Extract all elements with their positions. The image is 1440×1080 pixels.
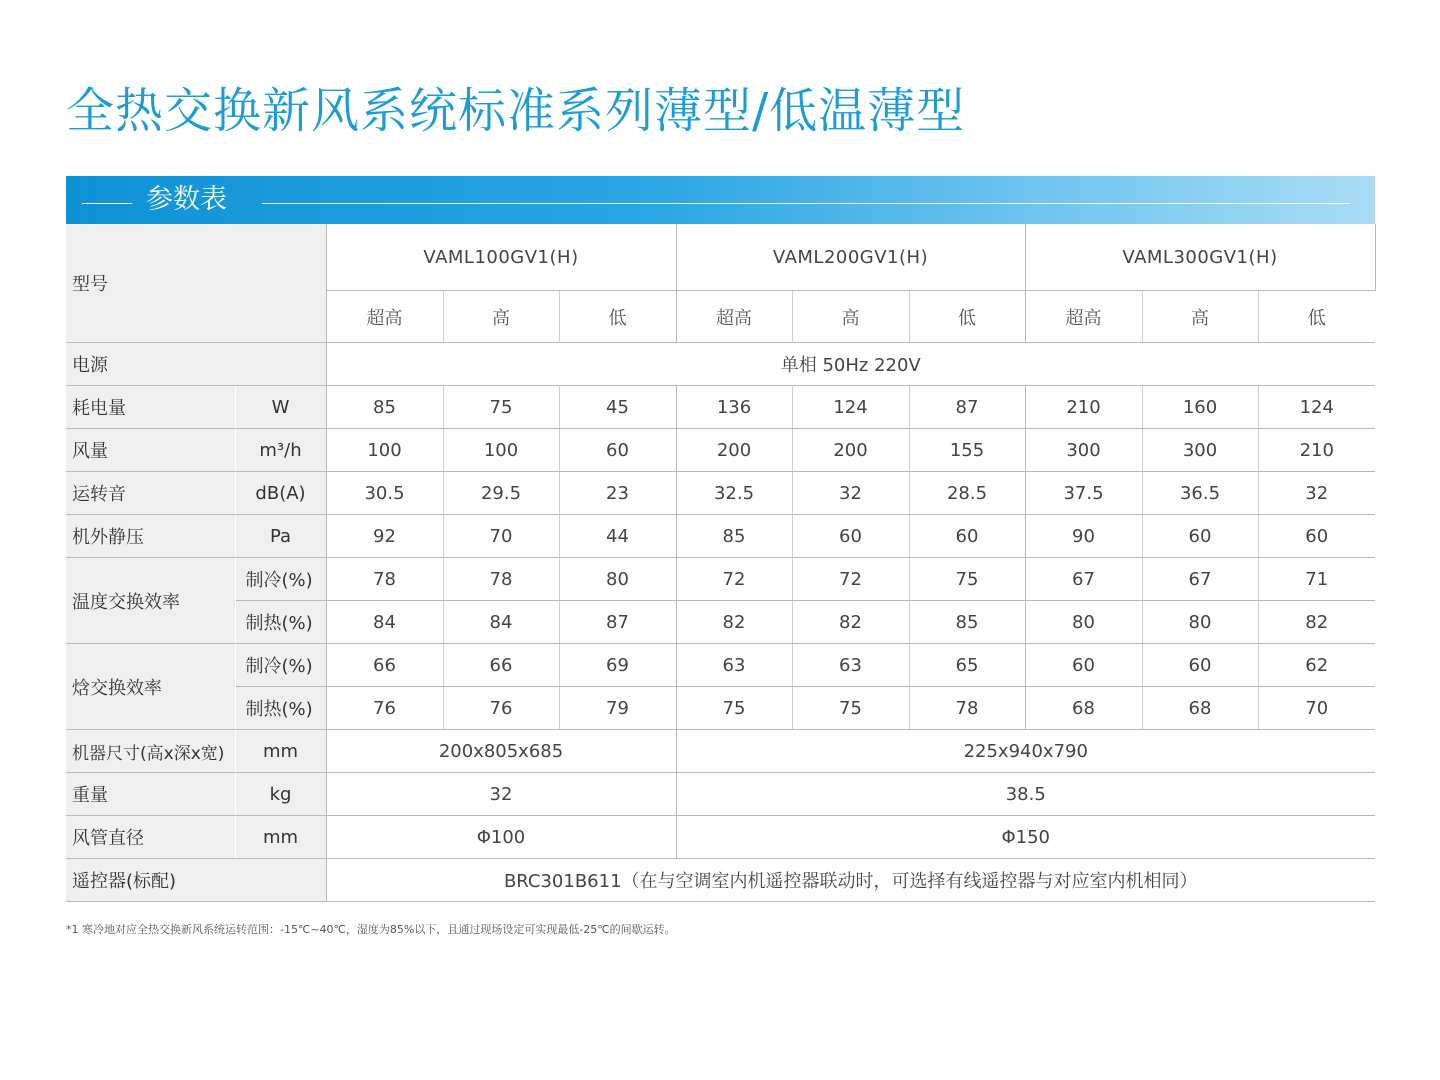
section-banner [66,176,1375,224]
table-cell: Φ150 [676,816,1375,859]
airflow-row [66,429,1375,472]
table-cell: 300 [1025,429,1142,472]
speed-label: 高 [1142,291,1258,343]
model-name: VAML100GV1(H) [326,224,676,291]
section-label: 参数表 [146,184,227,215]
model-name: VAML200GV1(H) [676,224,1025,291]
remote-value: BRC301B611（在与空调室内机遥控器联动时，可选择有线遥控器与对应室内机相同） [326,859,1375,902]
speed-label: 低 [1258,291,1375,343]
enthalpy-heating-row [66,687,1375,730]
table-cell: 60 [559,429,676,472]
table-cell: 30.5 [326,472,443,515]
duct-unit: mm [235,816,326,859]
table-cell: 62 [1258,644,1375,687]
cooling-sublabel: 制冷(%) [235,644,326,687]
table-cell: 75 [443,386,559,429]
table-cell: 67 [1025,558,1142,601]
model-label: 型号 [66,224,326,343]
table-cell: 85 [326,386,443,429]
speed-label: 低 [909,291,1025,343]
table-cell: 70 [443,515,559,558]
table-cell: 82 [676,601,792,644]
table-cell: 87 [909,386,1025,429]
speed-label: 高 [443,291,559,343]
table-cell: 32 [1258,472,1375,515]
table-cell: 84 [443,601,559,644]
table-cell: 200 [792,429,909,472]
table-cell: 200 [676,429,792,472]
table-cell: 124 [1258,386,1375,429]
table-cell: 69 [559,644,676,687]
table-cell: 210 [1025,386,1142,429]
weight-unit: kg [235,773,326,816]
table-cell: 80 [1025,601,1142,644]
duct-row [66,816,1375,859]
dimensions-label: 机器尺寸(高x深x宽) [66,730,235,773]
static-pressure-row [66,515,1375,558]
table-cell: 71 [1258,558,1375,601]
table-cell: 80 [559,558,676,601]
spec-table [66,224,1376,902]
speed-label: 低 [559,291,676,343]
pressure-unit: Pa [235,515,326,558]
table-cell: 160 [1142,386,1258,429]
table-cell: 60 [1142,515,1258,558]
table-cell: 63 [676,644,792,687]
table-cell: 82 [1258,601,1375,644]
table-cell: 60 [909,515,1025,558]
table-cell: 38.5 [676,773,1375,816]
table-cell: 225x940x790 [676,730,1375,773]
temp-efficiency-label: 温度交换效率 [66,558,235,644]
temp-heating-row [66,601,1375,644]
table-cell: 66 [326,644,443,687]
table-cell: 79 [559,687,676,730]
noise-row [66,472,1375,515]
table-cell: 200x805x685 [326,730,676,773]
noise-unit: dB(A) [235,472,326,515]
remote-label: 遥控器(标配) [66,859,326,902]
remote-row [66,859,1375,902]
enthalpy-cooling-row [66,644,1375,687]
speed-label: 超高 [1025,291,1142,343]
weight-label: 重量 [66,773,235,816]
table-cell: 44 [559,515,676,558]
temp-cooling-row [66,558,1375,601]
table-cell: 28.5 [909,472,1025,515]
airflow-label: 风量 [66,429,235,472]
duct-label: 风管直径 [66,816,235,859]
power-consumption-row [66,386,1375,429]
enthalpy-efficiency-label: 焓交换效率 [66,644,235,730]
table-cell: 82 [792,601,909,644]
table-cell: 85 [909,601,1025,644]
table-cell: 100 [326,429,443,472]
dimensions-row [66,730,1375,773]
table-cell: 60 [1142,644,1258,687]
table-cell: 60 [1025,644,1142,687]
airflow-unit: m³/h [235,429,326,472]
cooling-sublabel: 制冷(%) [235,558,326,601]
speed-label: 高 [792,291,909,343]
table-cell: 75 [909,558,1025,601]
power-supply-value: 单相 50Hz 220V [326,343,1375,386]
table-cell: 78 [443,558,559,601]
table-cell: 90 [1025,515,1142,558]
table-cell: 70 [1258,687,1375,730]
table-cell: 155 [909,429,1025,472]
table-cell: 80 [1142,601,1258,644]
table-cell: 60 [792,515,909,558]
footnote: *1 寒冷地对应全热交换新风系统运转范围：-15℃~40℃，湿度为85%以下，且通过现场设定可实现最低-25℃的间歇运转。 [66,923,676,936]
static-pressure-label: 机外静压 [66,515,235,558]
table-cell: 78 [326,558,443,601]
table-cell: 68 [1142,687,1258,730]
table-cell: 36.5 [1142,472,1258,515]
table-cell: 75 [792,687,909,730]
speed-label: 超高 [676,291,792,343]
table-cell: 92 [326,515,443,558]
table-cell: 300 [1142,429,1258,472]
table-cell: 65 [909,644,1025,687]
table-cell: 124 [792,386,909,429]
table-cell: 66 [443,644,559,687]
model-name: VAML300GV1(H) [1025,224,1375,291]
power-unit: W [235,386,326,429]
table-cell: 76 [443,687,559,730]
power-consumption-label: 耗电量 [66,386,235,429]
table-cell: 45 [559,386,676,429]
table-cell: 32 [326,773,676,816]
table-cell: Φ100 [326,816,676,859]
heating-sublabel: 制热(%) [235,687,326,730]
table-cell: 87 [559,601,676,644]
noise-label: 运转音 [66,472,235,515]
heating-sublabel: 制热(%) [235,601,326,644]
table-cell: 23 [559,472,676,515]
banner-dash-left [82,203,132,204]
model-row [66,224,1375,291]
table-cell: 60 [1258,515,1375,558]
banner-dash-right [262,203,1350,204]
table-cell: 32 [792,472,909,515]
table-cell: 37.5 [1025,472,1142,515]
power-supply-row [66,343,1375,386]
speed-label: 超高 [326,291,443,343]
table-cell: 29.5 [443,472,559,515]
table-cell: 75 [676,687,792,730]
table-cell: 67 [1142,558,1258,601]
table-cell: 85 [676,515,792,558]
table-cell: 84 [326,601,443,644]
table-cell: 32.5 [676,472,792,515]
weight-row [66,773,1375,816]
table-cell: 68 [1025,687,1142,730]
table-cell: 210 [1258,429,1375,472]
table-cell: 78 [909,687,1025,730]
table-cell: 72 [792,558,909,601]
table-cell: 72 [676,558,792,601]
page-title: 全热交换新风系统标准系列薄型/低温薄型 [66,83,966,139]
table-cell: 136 [676,386,792,429]
table-cell: 100 [443,429,559,472]
power-supply-label: 电源 [66,343,326,386]
table-cell: 63 [792,644,909,687]
dimensions-unit: mm [235,730,326,773]
table-cell: 76 [326,687,443,730]
